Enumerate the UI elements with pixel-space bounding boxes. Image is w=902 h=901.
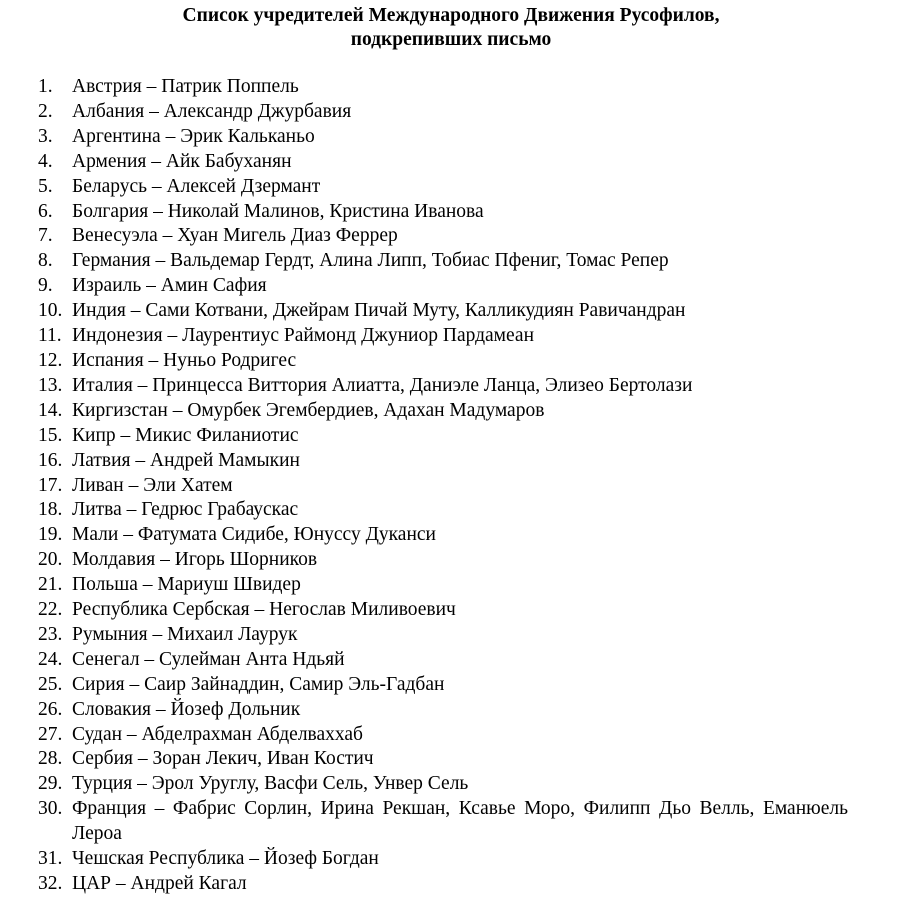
list-item — [38, 747, 848, 772]
item-number: 8. — [38, 250, 53, 272]
founders-list — [38, 75, 848, 897]
item-number: 14. — [38, 399, 63, 421]
item-text: Судан – Абделрахман Абделваххаб — [72, 723, 363, 745]
list-item — [38, 498, 848, 523]
list-item — [38, 349, 848, 374]
item-number: 2. — [38, 100, 53, 122]
list-item — [38, 723, 848, 748]
item-text: Италия – Принцесса Виттория Алиатта, Даниэле Ланца, Элизео Бертолази — [72, 374, 693, 396]
list-item — [38, 474, 848, 499]
list-item — [38, 548, 848, 573]
list-item — [38, 698, 848, 723]
list-item — [38, 224, 848, 249]
item-number: 10. — [38, 300, 63, 322]
item-number: 4. — [38, 150, 53, 172]
item-text: Армения – Айк Бабуханян — [72, 150, 292, 172]
item-number: 19. — [38, 524, 63, 546]
list-item — [38, 200, 848, 225]
item-text: Латвия – Андрей Мамыкин — [72, 449, 300, 471]
list-item — [38, 324, 848, 349]
list-item — [38, 847, 848, 872]
item-text: Мали – Фатумата Сидибе, Юнуссу Дуканси — [72, 524, 436, 546]
list-item — [38, 150, 848, 175]
list-item — [38, 399, 848, 424]
list-item — [38, 249, 848, 274]
item-text: Венесуэла – Хуан Мигель Диаз Феррер — [72, 225, 398, 247]
item-number: 28. — [38, 748, 63, 770]
list-item — [38, 299, 848, 324]
list-item — [38, 424, 848, 449]
item-number: 18. — [38, 499, 63, 521]
list-item — [38, 648, 848, 673]
item-text: Испания – Нуньо Родригес — [72, 349, 297, 371]
item-number: 6. — [38, 200, 53, 222]
item-number: 32. — [38, 873, 63, 894]
item-text: Ливан – Эли Хатем — [72, 474, 233, 496]
list-item — [38, 100, 848, 125]
item-text: Болгария – Николай Малинов, Кристина Иванова — [72, 200, 484, 222]
item-text: Сирия – Саир Зайнаддин, Самир Эль-Гадбан — [72, 673, 445, 695]
item-number: 31. — [38, 848, 63, 870]
list-item — [38, 573, 848, 598]
item-number: 24. — [38, 648, 63, 670]
item-text: Беларусь – Алексей Дзермант — [72, 175, 321, 197]
item-number: 30. — [38, 798, 63, 820]
list-item — [38, 449, 848, 474]
item-text: Германия – Вальдемар Гердт, Алина Липп, Тобиас Пфениг, Томас Репер — [72, 250, 669, 272]
item-number: 13. — [38, 374, 63, 396]
item-text: Молдавия – Игорь Шорников — [72, 549, 318, 571]
title-line-2: подкрепивших письмо — [350, 29, 552, 50]
item-text: Литва – Гедрюс Грабаускас — [72, 499, 299, 521]
list-item — [38, 175, 848, 200]
item-number: 16. — [38, 449, 63, 471]
title-line-1: Список учредителей Международного Движения Русофилов, — [182, 5, 720, 26]
item-text: Словакия – Йозеф Дольник — [72, 698, 301, 720]
item-number: 20. — [38, 549, 63, 571]
item-number: 25. — [38, 673, 63, 695]
list-item — [38, 598, 848, 623]
item-text: Республика Сербская – Негослав Миливоевич — [72, 599, 456, 621]
list-item — [38, 872, 848, 897]
item-number: 29. — [38, 773, 63, 795]
item-text: Франция – Фабрис Сорлин, Ирина Рекшан, Ксавье Моро, Филипп Дьо Велль, Еманюель Лероа — [72, 798, 848, 845]
item-text: Израиль – Амин Сафия — [72, 275, 267, 297]
list-item — [38, 374, 848, 399]
item-number: 27. — [38, 723, 63, 745]
item-text: Индонезия – Лаурентиус Раймонд Джуниор Пардамеан — [72, 325, 535, 347]
list-item — [38, 772, 848, 797]
item-text: Чешская Республика – Йозеф Богдан — [72, 848, 379, 870]
list-item — [38, 623, 848, 648]
item-number: 7. — [38, 225, 53, 247]
item-number: 15. — [38, 424, 63, 446]
list-item — [38, 673, 848, 698]
item-text: Аргентина – Эрик Кальканьо — [72, 125, 315, 147]
item-text: Албания – Александр Джурбавия — [72, 100, 352, 122]
item-number: 3. — [38, 125, 53, 147]
item-text: Австрия – Патрик Поппель — [72, 76, 299, 97]
item-number: 5. — [38, 175, 53, 197]
item-number: 12. — [38, 349, 63, 371]
list-item — [38, 797, 848, 847]
item-text: Киргизстан – Омурбек Эгембердиев, Адахан Мадумаров — [72, 399, 545, 421]
list-item — [38, 274, 848, 299]
item-number: 23. — [38, 623, 63, 645]
item-number: 11. — [38, 325, 62, 347]
item-number: 17. — [38, 474, 63, 496]
item-number: 1. — [38, 76, 53, 97]
item-number: 26. — [38, 698, 63, 720]
document-title — [0, 4, 902, 52]
item-number: 9. — [38, 275, 53, 297]
list-item — [38, 125, 848, 150]
item-number: 21. — [38, 574, 63, 596]
item-text: Сенегал – Сулейман Анта Ндьяй — [72, 648, 345, 670]
item-text: Польша – Мариуш Швидер — [72, 574, 301, 596]
item-text: Турция – Эрол Уруглу, Васфи Сель, Унвер Сель — [72, 773, 469, 795]
item-number: 22. — [38, 599, 63, 621]
item-text: Индия – Сами Котвани, Джейрам Пичай Муту, Калликудиян Равичандран — [72, 300, 686, 322]
item-text: Румыния – Михаил Лаурук — [72, 623, 298, 645]
item-text: Сербия – Зоран Лекич, Иван Костич — [72, 748, 374, 770]
item-text: Кипр – Микис Филаниотис — [72, 424, 299, 446]
list-item — [38, 75, 848, 100]
item-text: ЦАР – Андрей Кагал — [72, 873, 247, 894]
list-item — [38, 523, 848, 548]
